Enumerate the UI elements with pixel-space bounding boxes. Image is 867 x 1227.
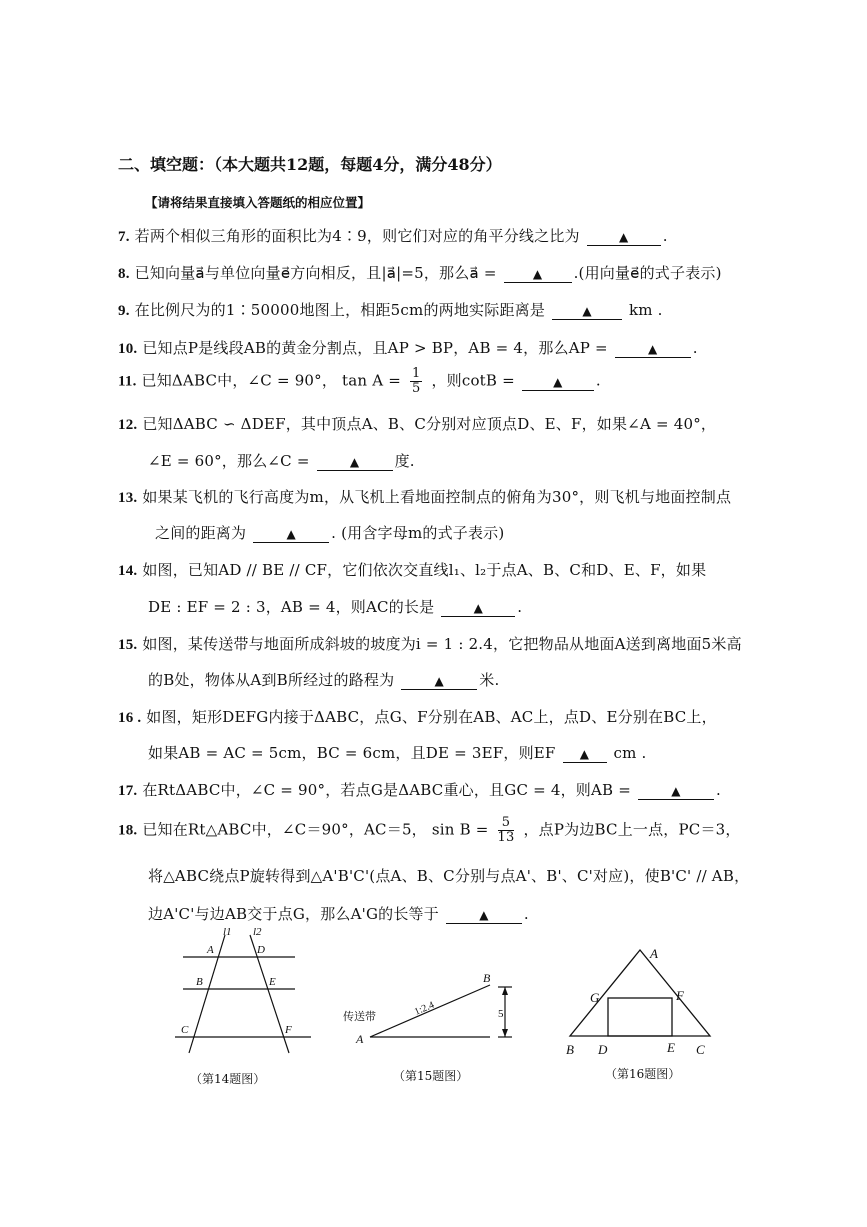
label-b: B (483, 971, 491, 985)
question-text: 的B处，物体从A到B所经过的路程为 (148, 671, 395, 689)
question-text: 边A'C'与边AB交于点G，那么A'G的长等于 (148, 905, 439, 923)
label-a: A (356, 1032, 364, 1046)
label-c: C (696, 1042, 705, 1057)
question-18-line2 (148, 865, 749, 886)
question-text-end: 度. (394, 452, 415, 470)
question-text-end: . (595, 371, 601, 390)
question-11 (118, 367, 601, 396)
question-text-end: km . (629, 301, 663, 319)
label-l1: l1 (223, 926, 232, 938)
question-text-end: . (662, 227, 668, 245)
question-text: 已知向量a⃗与单位向量e⃗方向相反，且|a⃗|=5，那么a⃗ = (134, 264, 497, 282)
answer-blank[interactable] (441, 600, 515, 617)
triangle-marker: ▲ (579, 747, 590, 761)
height-label: 5 (498, 1008, 504, 1020)
rectangle-defg (608, 998, 672, 1036)
label-b: B (566, 1042, 574, 1057)
answer-blank[interactable] (522, 374, 594, 391)
question-text: 在比例尺为的1∶50000地图上，相距5cm的两地实际距离是 (134, 301, 546, 319)
question-number: 11. (118, 373, 137, 390)
fraction-denominator: 5 (412, 381, 421, 396)
question-number: 12. (118, 417, 138, 433)
question-17 (118, 779, 721, 800)
label-a: A (650, 946, 658, 961)
triangle-marker: ▲ (473, 601, 484, 615)
question-text: 如图，某传送带与地面所成斜坡的坡度为i = 1 : 2.4，它把物品从地面A送到离地面5米高 (142, 635, 742, 653)
question-text: 如图，矩形DEFG内接于ΔABC，点G、F分别在AB、AC上，点D、E分别在BC上， (146, 708, 717, 726)
question-12-line2 (148, 450, 415, 471)
answer-blank[interactable] (552, 303, 622, 320)
section-title: 二、填空题：（本大题共12题，每题4分，满分48分） (118, 155, 502, 174)
question-text-end: . (692, 339, 698, 357)
figure-16 (560, 940, 720, 1060)
label-f: F (285, 1024, 292, 1036)
figure-15-caption: （第15题图） (393, 1069, 469, 1083)
triangle-marker: ▲ (618, 230, 629, 244)
question-text: sin B = (431, 820, 489, 839)
label-g: G (590, 990, 600, 1005)
label-d: D (257, 944, 265, 956)
question-number: 13. (118, 490, 138, 506)
question-15-line2 (148, 669, 499, 690)
question-text-end: 米. (479, 671, 500, 689)
triangle-marker: ▲ (532, 267, 543, 281)
question-text: 如图，已知AD // BE // CF，它们依次交直线l₁、l₂于点A、B、C和D、E、F，如果 (142, 561, 707, 579)
answer-blank[interactable] (401, 673, 477, 690)
label-l2: l2 (253, 926, 262, 938)
fraction (498, 816, 515, 845)
label-f: F (676, 988, 684, 1003)
label-a: A (207, 944, 214, 956)
fraction-numerator: 5 (498, 816, 515, 831)
arrow-head-down (502, 1029, 508, 1037)
question-number: 10. (118, 341, 138, 357)
figure-15 (340, 965, 530, 1055)
question-16 (118, 706, 717, 727)
triangle-marker: ▲ (434, 674, 444, 688)
question-text: 将△ABC绕点P旋转得到△A'B'C'(点A、B、C分别与点A'、B'、C'对应)，使B'C' // AB， (148, 867, 750, 885)
question-text-end: . (用含字母m的式子表示) (331, 524, 505, 542)
question-text-mid: ，则cotB = (431, 371, 515, 390)
question-8 (118, 262, 722, 283)
figure-14-caption: （第14题图） (190, 1072, 266, 1086)
question-number: 16 . (118, 710, 142, 726)
triangle-marker: ▲ (349, 455, 360, 469)
question-12 (118, 413, 716, 434)
question-number: 14. (118, 563, 138, 579)
triangle-marker: ▲ (553, 374, 563, 389)
question-text: 在RtΔABC中，∠C = 90°，若点G是ΔABC重心，且GC = 4，则AB = (142, 781, 631, 799)
label-e: E (667, 1040, 675, 1055)
question-14-line2 (148, 596, 522, 617)
question-text-mid: ，点P为边BC上一点，PC＝3， (523, 820, 741, 839)
question-18 (118, 816, 741, 845)
question-18-line3 (148, 903, 529, 924)
label-c: C (181, 1024, 189, 1036)
question-16-line2 (148, 742, 646, 763)
line-l2 (250, 935, 289, 1053)
answer-blank[interactable] (253, 526, 329, 543)
triangle-marker: ▲ (648, 342, 658, 356)
triangle-marker: ▲ (671, 784, 681, 798)
question-7 (118, 225, 668, 246)
question-text: 已知点P是线段AB的黄金分割点，且AP > BP，AB = 4，那么AP = (142, 339, 608, 357)
triangle-marker: ▲ (479, 908, 489, 922)
question-text: 之间的距离为 (155, 524, 247, 542)
label-b: B (196, 976, 203, 988)
question-number: 9. (118, 303, 130, 319)
answer-blank[interactable] (563, 746, 607, 763)
question-13 (118, 486, 731, 507)
question-text-end: . (517, 598, 523, 616)
triangle-marker: ▲ (582, 304, 592, 318)
question-text: 已知在Rt△ABC中，∠C＝90°，AC＝5， (142, 820, 427, 839)
answer-blank[interactable] (615, 341, 691, 358)
label-d: D (598, 1042, 608, 1057)
answer-blank[interactable] (446, 907, 522, 924)
fraction-numerator: 1 (412, 366, 421, 381)
fraction-denominator: 13 (497, 830, 515, 845)
question-14 (118, 559, 706, 580)
question-text: DE : EF = 2 : 3，AB = 4，则AC的长是 (148, 598, 435, 616)
question-number: 8. (118, 266, 130, 282)
arrow-head-up (502, 987, 508, 995)
question-text: 如果某飞机的飞行高度为m，从飞机上看地面控制点的俯角为30°，则飞机与地面控制点 (142, 488, 732, 506)
label-e: E (269, 976, 276, 988)
answer-blank[interactable] (504, 266, 572, 283)
question-13-line2 (155, 522, 504, 543)
question-text: 已知ΔABC ∽ ΔDEF，其中顶点A、B、C分别对应顶点D、E、F，如果∠A = 40°， (142, 415, 717, 433)
section-instruction: 【请将结果直接填入答题纸的相应位置】 (145, 195, 371, 210)
belt-label: 传送带 (343, 1010, 376, 1023)
question-text-end: . (523, 905, 529, 923)
question-number: 15. (118, 637, 138, 653)
figure-14 (165, 925, 325, 1065)
answer-blank[interactable] (587, 229, 661, 246)
question-text: 若两个相似三角形的面积比为4∶9，则它们对应的角平分线之比为 (134, 227, 580, 245)
question-text: ∠E = 60°，那么∠C = (148, 452, 310, 470)
triangle-marker: ▲ (286, 527, 296, 541)
question-text-end: cm . (613, 744, 647, 762)
question-text-end: .(用向量e⃗的式子表示) (573, 264, 722, 282)
question-9 (118, 299, 663, 320)
answer-blank[interactable] (638, 783, 714, 800)
question-10 (118, 337, 698, 358)
figure-16-caption: （第16题图） (605, 1067, 681, 1081)
question-number: 18. (118, 822, 138, 839)
question-text-end: . (715, 781, 721, 799)
question-number: 17. (118, 783, 138, 799)
question-text: 已知ΔABC中，∠C = 90°， tan A = (141, 371, 402, 390)
question-text: 如果AB = AC = 5cm，BC = 6cm，且DE = 3EF，则EF (148, 744, 556, 762)
question-15 (118, 633, 742, 654)
question-number: 7. (118, 229, 130, 245)
slope-label: 1:2.4 (412, 999, 436, 1018)
answer-blank[interactable] (317, 454, 393, 471)
fraction (410, 367, 422, 396)
